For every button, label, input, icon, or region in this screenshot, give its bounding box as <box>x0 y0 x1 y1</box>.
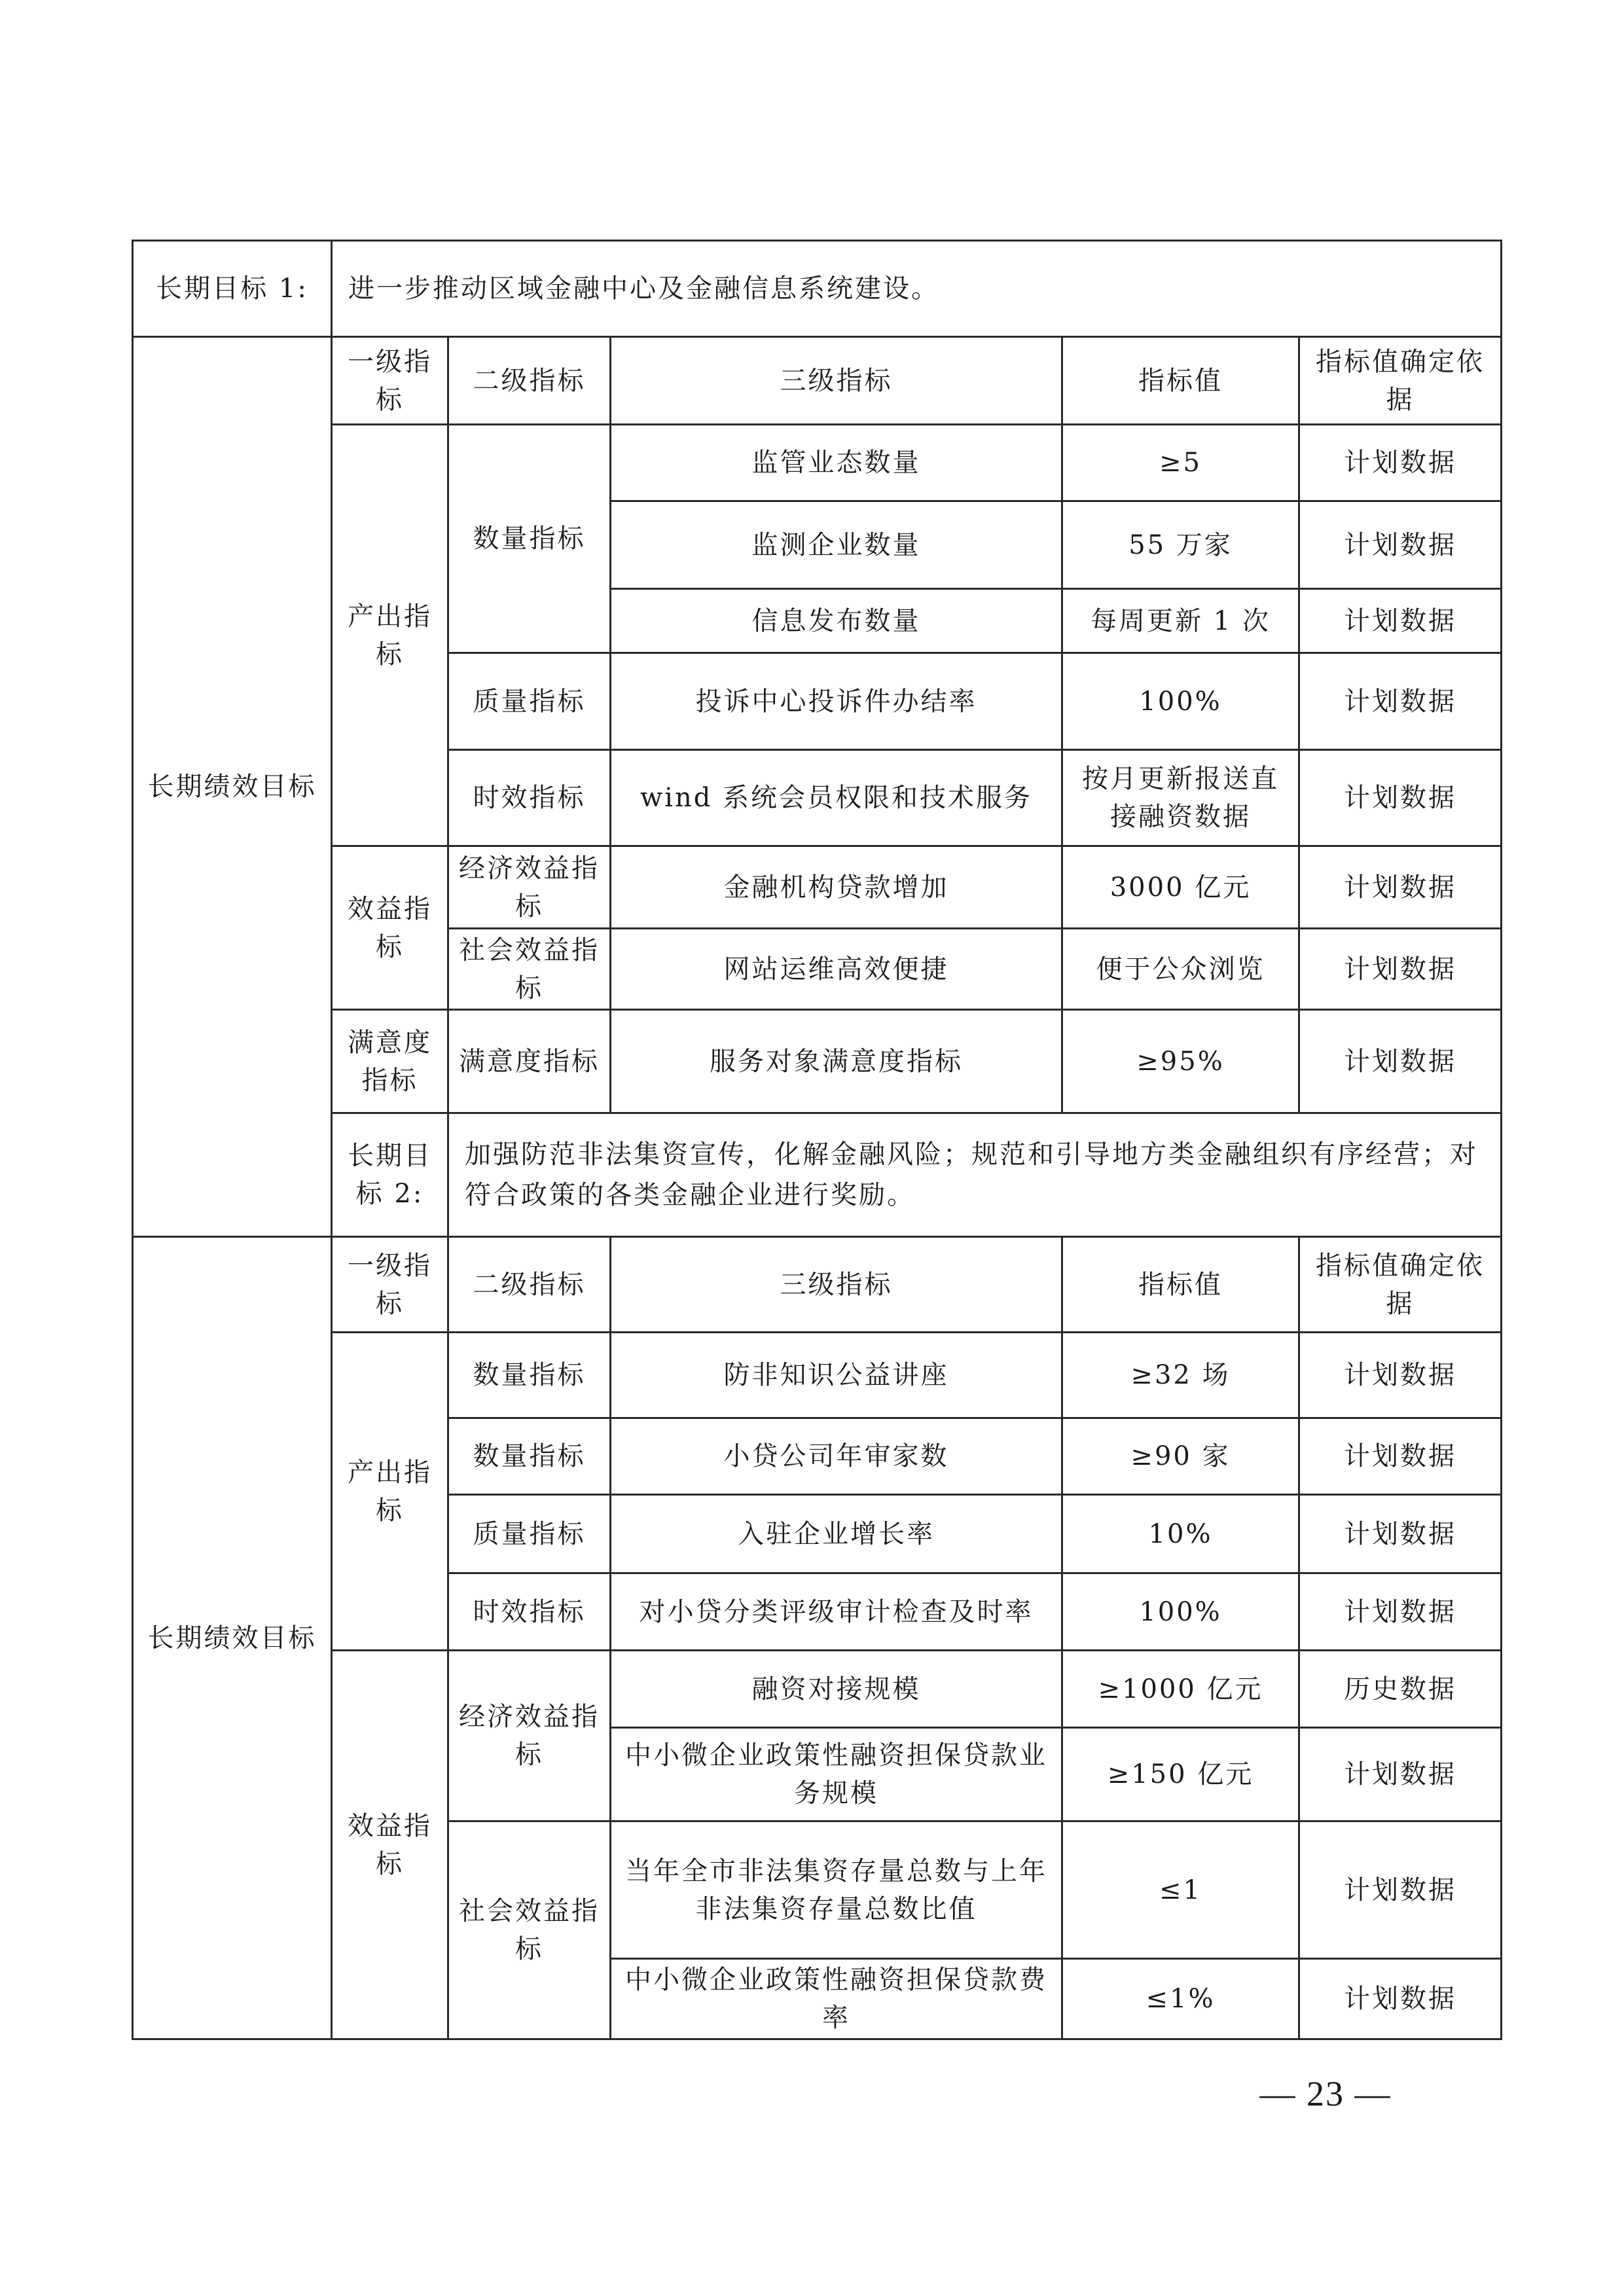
header-level1: 一级指标 <box>332 337 448 425</box>
table-row <box>133 846 1502 929</box>
table-row <box>133 425 1502 501</box>
goal-2-label: 长期目标 2: <box>332 1113 448 1237</box>
value-cell: ≥5 <box>1062 425 1299 501</box>
level3-cell: 金融机构贷款增加 <box>611 846 1062 929</box>
level2-social: 社会效益指标 <box>448 929 611 1010</box>
value-cell: 按月更新报送直接融资数据 <box>1062 750 1299 846</box>
level3-cell: 信息发布数量 <box>611 589 1062 653</box>
long-term-perf-label: 长期绩效目标 <box>133 1237 332 2039</box>
level2-satisfaction: 满意度指标 <box>448 1010 611 1113</box>
header-row <box>133 337 1502 425</box>
level3-cell: 网站运维高效便捷 <box>611 929 1062 1010</box>
basis-cell: 计划数据 <box>1299 846 1502 929</box>
basis-cell: 历史数据 <box>1299 1651 1502 1728</box>
header-level2: 二级指标 <box>448 1237 611 1333</box>
level2-quantity: 数量指标 <box>448 1418 611 1495</box>
goal-1-row <box>133 241 1502 337</box>
level3-cell: 融资对接规模 <box>611 1651 1062 1728</box>
basis-cell: 计划数据 <box>1299 1573 1502 1651</box>
level3-cell: 投诉中心投诉件办结率 <box>611 653 1062 750</box>
level3-cell: 小贷公司年审家数 <box>611 1418 1062 1495</box>
header-level3: 三级指标 <box>611 337 1062 425</box>
header-basis: 指标值确定依据 <box>1299 337 1502 425</box>
level3-cell: 入驻企业增长率 <box>611 1495 1062 1573</box>
value-cell: 55 万家 <box>1062 501 1299 589</box>
level2-quantity: 数量指标 <box>448 1333 611 1418</box>
level3-cell: 对小贷分类评级审计检查及时率 <box>611 1573 1062 1651</box>
level3-cell: wind 系统会员权限和技术服务 <box>611 750 1062 846</box>
value-cell: ≥95% <box>1062 1010 1299 1113</box>
basis-cell: 计划数据 <box>1299 589 1502 653</box>
level3-cell: 中小微企业政策性融资担保贷款费率 <box>611 1959 1062 2039</box>
level2-quality: 质量指标 <box>448 1495 611 1573</box>
level3-cell: 服务对象满意度指标 <box>611 1010 1062 1113</box>
page-number: — 23 — <box>1259 2074 1392 2113</box>
header-level3: 三级指标 <box>611 1237 1062 1333</box>
header-level1: 一级指标 <box>332 1237 448 1333</box>
basis-cell: 计划数据 <box>1299 1821 1502 1959</box>
basis-cell: 计划数据 <box>1299 1495 1502 1573</box>
basis-cell: 计划数据 <box>1299 425 1502 501</box>
header-level2: 二级指标 <box>448 337 611 425</box>
value-cell: ≥1000 亿元 <box>1062 1651 1299 1728</box>
basis-cell: 计划数据 <box>1299 1728 1502 1821</box>
level3-cell: 监测企业数量 <box>611 501 1062 589</box>
level3-cell: 当年全市非法集资存量总数与上年非法集资存量总数比值 <box>611 1821 1062 1959</box>
table-row <box>133 1333 1502 1418</box>
level2-quality: 质量指标 <box>448 653 611 750</box>
header-value: 指标值 <box>1062 1237 1299 1333</box>
level2-timeliness: 时效指标 <box>448 1573 611 1651</box>
goal-1-text: 进一步推动区域金融中心及金融信息系统建设。 <box>332 241 1502 337</box>
level2-economic: 经济效益指标 <box>448 1651 611 1821</box>
value-cell: ≥90 家 <box>1062 1418 1299 1495</box>
level1-benefit: 效益指标 <box>332 1651 448 2039</box>
level2-economic: 经济效益指标 <box>448 846 611 929</box>
value-cell: 便于公众浏览 <box>1062 929 1299 1010</box>
table-row <box>133 1010 1502 1113</box>
value-cell: ≤1 <box>1062 1821 1299 1959</box>
basis-cell: 计划数据 <box>1299 653 1502 750</box>
basis-cell: 计划数据 <box>1299 1418 1502 1495</box>
basis-cell: 计划数据 <box>1299 750 1502 846</box>
level3-cell: 监管业态数量 <box>611 425 1062 501</box>
value-cell: ≤1% <box>1062 1959 1299 2039</box>
goal-2-text: 加强防范非法集资宣传，化解金融风险；规范和引导地方类金融组织有序经营；对符合政策的各类金融企业进行奖励。 <box>448 1113 1502 1237</box>
level2-quantity: 数量指标 <box>448 425 611 653</box>
level2-social: 社会效益指标 <box>448 1821 611 2039</box>
header-basis: 指标值确定依据 <box>1299 1237 1502 1333</box>
level1-output: 产出指标 <box>332 1333 448 1651</box>
level1-satisfaction: 满意度指标 <box>332 1010 448 1113</box>
basis-cell: 计划数据 <box>1299 929 1502 1010</box>
level2-timeliness: 时效指标 <box>448 750 611 846</box>
level1-benefit: 效益指标 <box>332 846 448 1010</box>
value-cell: 100% <box>1062 1573 1299 1651</box>
basis-cell: 计划数据 <box>1299 1010 1502 1113</box>
goal-1-label: 长期目标 1: <box>133 241 332 337</box>
table-row <box>133 1651 1502 1728</box>
level3-cell: 中小微企业政策性融资担保贷款业务规模 <box>611 1728 1062 1821</box>
basis-cell: 计划数据 <box>1299 1333 1502 1418</box>
basis-cell: 计划数据 <box>1299 501 1502 589</box>
header-value: 指标值 <box>1062 337 1299 425</box>
value-cell: 每周更新 1 次 <box>1062 589 1299 653</box>
value-cell: 3000 亿元 <box>1062 846 1299 929</box>
basis-cell: 计划数据 <box>1299 1959 1502 2039</box>
level1-output: 产出指标 <box>332 425 448 846</box>
level3-cell: 防非知识公益讲座 <box>611 1333 1062 1418</box>
goal-2-row <box>133 1113 1502 1237</box>
value-cell: ≥32 场 <box>1062 1333 1299 1418</box>
header-row <box>133 1237 1502 1333</box>
value-cell: ≥150 亿元 <box>1062 1728 1299 1821</box>
performance-target-table <box>132 240 1502 2040</box>
value-cell: 100% <box>1062 653 1299 750</box>
long-term-perf-label: 长期绩效目标 <box>133 337 332 1237</box>
value-cell: 10% <box>1062 1495 1299 1573</box>
